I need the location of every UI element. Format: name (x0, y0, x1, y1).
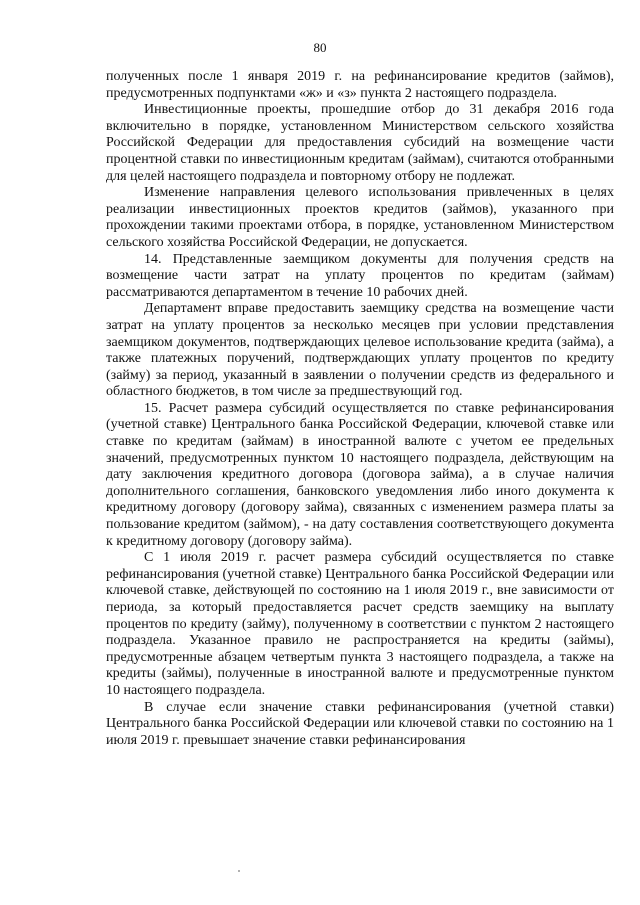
paragraph-department-right: Департамент вправе предоставить заемщику средства на возмещение части затрат на уплату процентов за несколько месяцев при условии представления заемщиком документов, подтверждающих целевое использование кредита (займа), а также платежных поручений, подтверждающих уплату процентов по кредиту (займу) за период, указанный в заявлении о получении средств из федерального и областного бюджетов, в том числе за предшествующий год. (106, 301, 614, 400)
paragraph-from-july-2019: С 1 июля 2019 г. расчет размера субсидий осуществляется по ставке рефинансирования (учетной ставке) Центрального банка Российской Федерации или ключевой ставке, действующей по состоянию на 1 июля 2019 г., вне зависимости от периода, за который предоставляется расчет средств заемщику на выплату процентов по кредиту (займу), полученному в соответствии с пунктом 2 настоящего подраздела. Указанное правило не распространяется на кредиты (займы), предусмотренные абзацем четвертым пункта 3 настоящего подраздела, а также на кредиты (займы), полученные в иностранной валюте и предусмотренные пунктом 10 настоящего подраздела. (106, 550, 614, 698)
paragraph-continuation: полученных после 1 января 2019 г. на рефинансирование кредитов (займов), предусмотренных подпунктами «ж» и «з» пункта 2 настоящего подраздела. (106, 69, 614, 101)
page-number: 80 (313, 40, 327, 55)
paragraph-rate-exceeds: В случае если значение ставки рефинансирования (учетной ставки) Центрального банка Российской Федерации или ключевой ставки по состоянию на 1 июля 2019 г. превышает значение ставки рефинансирования (106, 699, 614, 748)
paragraph-purpose-change: Изменение направления целевого использования привлеченных в целях реализации инвестиционных проектов кредитов (займов), указанного при прохождении такими проектами отбора, в порядке, установленном Министерством сельского хозяйства Российской Федерации, не допускается. (106, 185, 614, 250)
paragraph-investment-projects: Инвестиционные проекты, прошедшие отбор до 31 декабря 2016 года включительно в порядке, установленном Министерством сельского хозяйства Российской Федерации для предоставления субсидий на возмещение части процентной ставки по инвестиционным кредитам (займам), считаются отобранными для целей настоящего подраздела и повторному отбору не подлежат. (106, 102, 614, 184)
document-body (106, 69, 614, 749)
paragraph-item-15: 15. Расчет размера субсидий осуществляется по ставке рефинансирования (учетной ставке) Центрального банка Российской Федерации, ключевой ставке или ставке по кредитам (займам) в иностранной валюте с учетом ее предельных значений, предусмотренных пунктом 10 настоящего подраздела, действующим на дату заключения кредитного договора (договора займа), а в случае наличия дополнительного соглашения, банковского уведомления либо иного документа к кредитному договору (договору займа), связанных с изменением размера платы за пользование кредитом (займом), - на дату составления соответствующего документа к кредитному договору (договору займа). (106, 400, 614, 549)
paragraph-item-14: 14. Представленные заемщиком документы для получения средств на возмещение части затрат на уплату процентов по кредитам (займам) рассматриваются департаментом в течение 10 рабочих дней. (106, 251, 614, 300)
scan-speck (238, 870, 240, 872)
